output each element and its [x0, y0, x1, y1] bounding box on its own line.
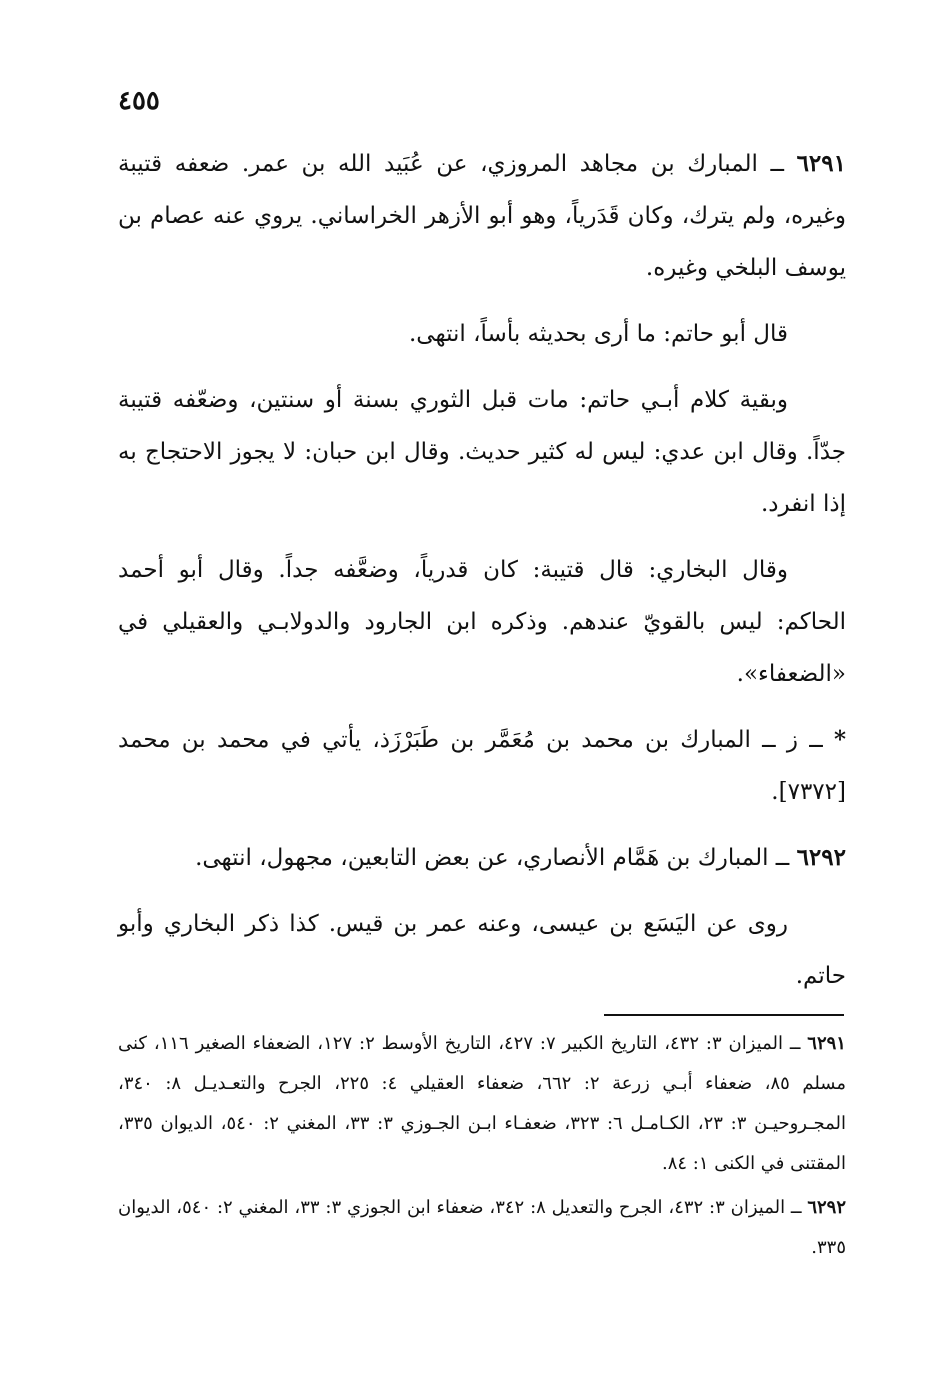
footnote-text: ــ الميزان ٣: ٤٣٢، الجرح والتعديل ٨: ٣٤٢، ضعفاء ابن الجوزي ٣: ٣٣، المغني ٢: ٥٤٠، الديوان ٣٣٥. — [118, 1197, 846, 1258]
entry-text: ــ المبارك بن هَمَّام الأنصاري، عن بعض التابعين، مجهول، انتهى. — [195, 845, 797, 871]
page-number: ٤٥٥ — [118, 86, 160, 116]
footnote-number: ٦٢٩١ — [807, 1033, 846, 1054]
footnote-text: ــ الميزان ٣: ٤٣٢، التاريخ الكبير ٧: ٤٢٧، التاريخ الأوسط ٢: ١٢٧، الضعفاء الصغير ١١٦، كنى مسلم ٨٥، ضعفاء أبـي زرعة ٢: ٦٦٢، ضعفاء العقيلي ٤: ٢٢٥، الجرح والتعـديـل ٨: ٣٤٠، المجـروحيـن ٣: ٢٣، الكـامـل ٦: ٣٢٣، ضعفـاء ابـن الجـوزي ٣: ٣٣، المغني ٢: ٥٤٠، الديوان ٣٣٥، المقتنى في الكنى ١: ٨٤. — [118, 1033, 847, 1174]
paragraph-text: وقال البخاري: قال قتيبة: كان قدرياً، وضعَّفه جداً. وقال أبو أحمد الحاكم: ليس بالقويّ عندهم. وذكره ابن الجارود والدولابـي والعقيلي في «الضعفاء». — [118, 557, 846, 687]
main-text — [118, 138, 846, 1016]
entry-6291 — [118, 138, 846, 294]
entry-number: ٦٢٩١ — [796, 150, 846, 177]
asterisk-marker: * — [833, 726, 847, 753]
footnote-6291 — [118, 1024, 846, 1184]
paragraph — [118, 898, 846, 1002]
paragraph — [118, 308, 846, 360]
paragraph — [118, 544, 846, 700]
footnotes — [118, 1024, 846, 1272]
footnote-separator — [604, 1014, 844, 1016]
paragraph — [118, 374, 846, 530]
entry-number: ٦٢٩٢ — [796, 844, 846, 871]
entry-cross-reference — [118, 714, 846, 818]
entry-6292 — [118, 832, 846, 884]
entry-text: ــ ز ــ المبارك بن محمد بن مُعَمَّر بن طَبَرْزَذ، يأتي في محمد بن محمد [٧٣٧٢]. — [118, 727, 846, 805]
paragraph-text: وبقية كلام أبـي حاتم: مات قبل الثوري بسنة أو سنتين، وضعّفه قتيبة جدّاً. وقال ابن عدي: ليس له كثير حديث. وقال ابن حبان: لا يجوز الاحتجاج به إذا انفرد. — [118, 387, 846, 517]
footnote-number: ٦٢٩٢ — [807, 1197, 846, 1218]
paragraph-text: قال أبو حاتم: ما أرى بحديثه بأساً، انتهى. — [409, 321, 788, 347]
entry-text: ــ المبارك بن مجاهد المروزي، عن عُبَيد الله بن عمر. ضعفه قتيبة وغيره، ولم يترك، وكان قَدَرياً، وهو أبو الأزهر الخراساني. يروي عنه عصام بن يوسف البلخي وغيره. — [118, 151, 846, 281]
paragraph-text: روى عن اليَسَع بن عيسى، وعنه عمر بن قيس. كذا ذكر البخاري وأبو حاتم. — [118, 911, 846, 989]
footnote-6292 — [118, 1188, 846, 1268]
